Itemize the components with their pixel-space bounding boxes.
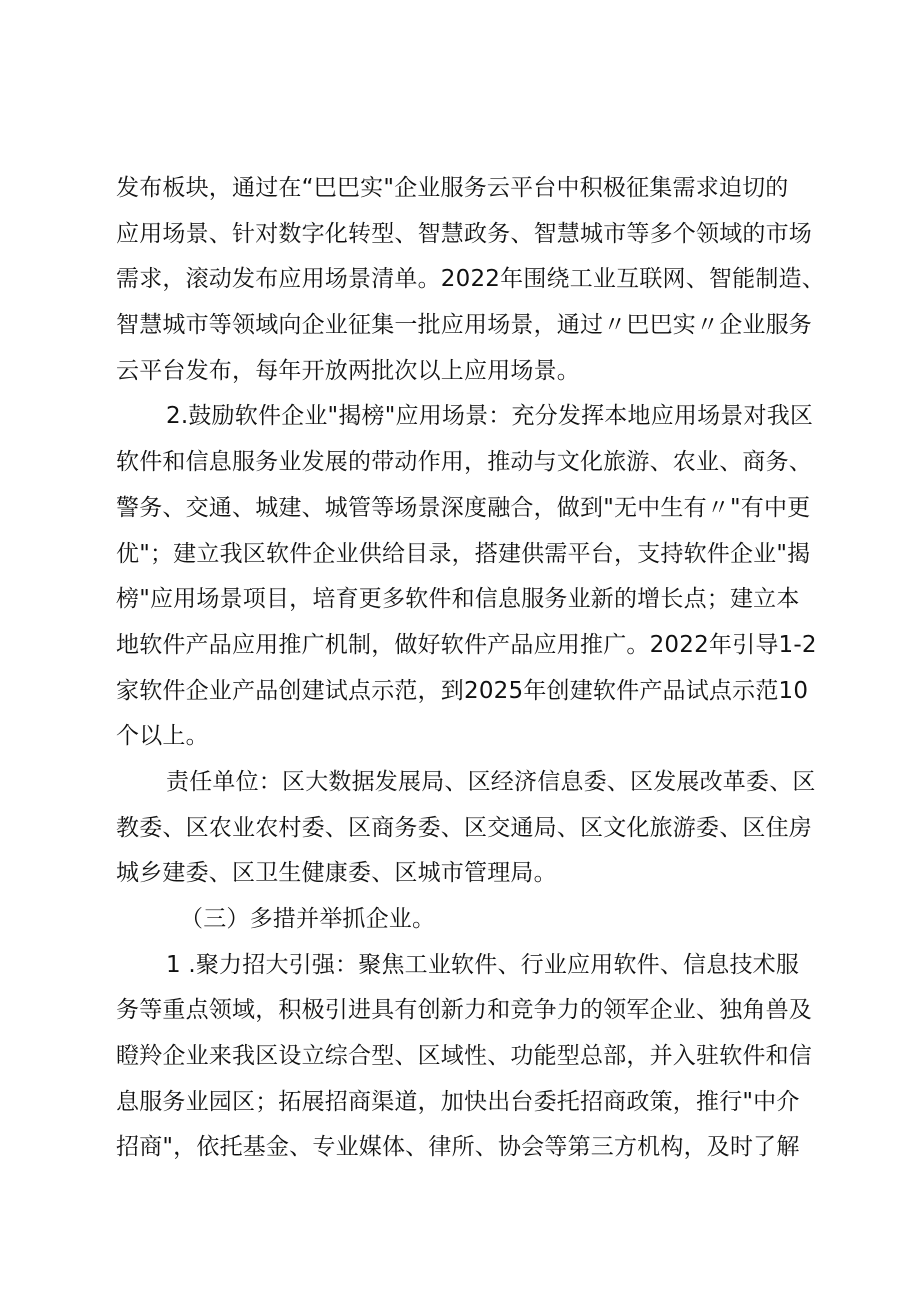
body-line-9: 优"；建立我区软件企业供给目录，搭建供需平台，支持软件企业"揭 [116,540,811,567]
document-body [116,166,825,1171]
body-line-8: 警务、交通、城建、城管等场景深度融合，做到"无中生有〃"有中更 [116,494,811,521]
paragraph-3-start: 1 .聚力招大引强：聚焦工业软件、行业应用软件、信息技术服 [166,951,800,978]
responsible-units-start: 责任单位：区大数据发展局、区经济信息委、区发展改革委、区 [166,768,816,795]
paragraph-2-start: 2.鼓励软件企业"揭榜"应用场景：充分发挥本地应用场景对我区 [166,403,814,430]
body-line-13: 个以上。 [116,723,209,750]
body-line-22: 招商"，依托基金、专业媒体、律所、协会等第三方机构，及时了解 [116,1134,800,1161]
body-line-21: 息服务业园区；拓展招商渠道，加快出台委托招商政策，推行"中介 [116,1088,800,1115]
body-line-3: 需求，滚动发布应用场景清单。2022年围绕工业互联网、智能制造、 [116,266,825,293]
body-line-16: 城乡建委、区卫生健康委、区城市管理局。 [116,860,557,887]
body-line-1: 发布板块，通过在“巴巴实"企业服务云平台中积极征集需求迫切的 [116,175,789,201]
body-line-19: 务等重点领域，积极引进具有创新力和竞争力的领军企业、独角兽及 [116,997,812,1024]
body-line-5: 云平台发布，每年开放两批次以上应用场景。 [116,357,580,384]
body-line-11: 地软件产品应用推广机制，做好软件产品应用推广。2022年引导1-2 [116,631,817,658]
body-line-10: 榜"应用场景项目，培育更多软件和信息服务业新的增长点；建立本 [116,586,800,613]
body-line-15: 教委、区农业农村委、区商务委、区交通局、区文化旅游委、区住房 [116,814,812,841]
body-line-20: 瞪羚企业来我区设立综合型、区域性、功能型总部，并入驻软件和信 [116,1043,812,1070]
section-heading: （三）多措并举抓企业。 [180,906,436,932]
body-line-4: 智慧城市等领域向企业征集一批应用场景，通过〃巴巴实〃企业服务 [116,312,812,339]
body-line-12: 家软件企业产品创建试点示范，到2025年创建软件产品试点示范10 [116,677,809,704]
body-line-7: 软件和信息服务业发展的带动作用，推动与文化旅游、农业、商务、 [116,449,812,476]
body-line-2: 应用场景、针对数字化转型、智慧政务、智慧城市等多个领域的市场 [116,220,812,247]
